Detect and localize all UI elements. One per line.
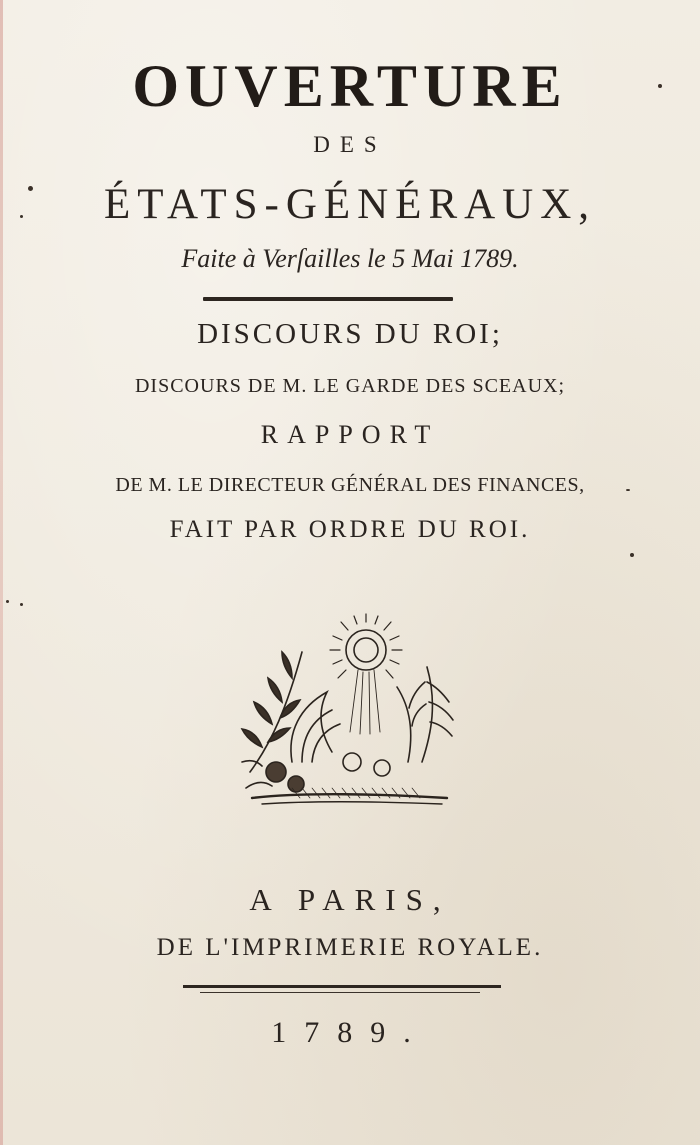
imprint-year: 1789. <box>271 1016 429 1049</box>
ink-speck <box>6 600 9 603</box>
subtitle-des: DES <box>313 132 387 157</box>
fait-par-ordre-line: FAIT PAR ORDRE DU ROI. <box>169 516 531 543</box>
page-edge <box>0 0 3 1145</box>
ink-speck <box>626 489 630 491</box>
ink-speck <box>630 553 634 557</box>
imprint-divider-thin-rule <box>200 992 480 993</box>
main-title: OUVERTURE <box>132 53 568 119</box>
directeur-general-line: DE M. LE DIRECTEUR GÉNÉRAL DES FINANCES, <box>115 474 585 496</box>
imprint-divider-rule <box>183 985 501 988</box>
imprint-printer: DE L'IMPRIMERIE ROYALE. <box>156 934 544 961</box>
divider-rule <box>203 297 453 301</box>
imprint-city: A PARIS, <box>249 882 451 917</box>
discours-garde-des-sceaux: DISCOURS DE M. LE GARDE DES SCEAUX; <box>134 375 566 397</box>
date-place-line: Faite à Verſailles le 5 Mai 1789. <box>181 244 519 273</box>
ink-speck <box>20 215 23 218</box>
ink-speck <box>658 84 662 88</box>
discours-du-roi: DISCOURS DU ROI; <box>197 318 503 350</box>
ink-speck <box>20 603 23 606</box>
subtitle-etats-generaux: ÉTATS-GÉNÉRAUX, <box>103 181 597 228</box>
ink-speck <box>28 186 33 191</box>
rapport-heading: RAPPORT <box>260 420 440 449</box>
printers-ornament-icon <box>232 612 464 808</box>
